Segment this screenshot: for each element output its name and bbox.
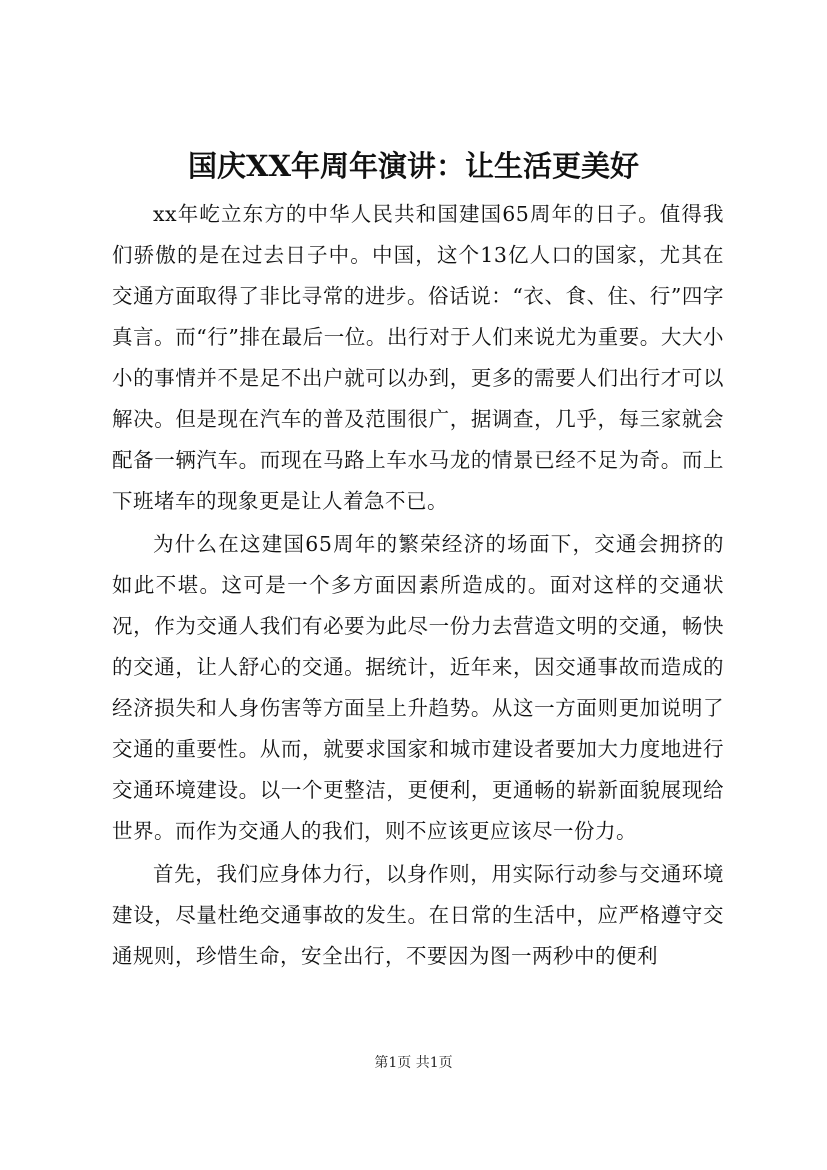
document-title: 国庆XX年周年演讲：让生活更美好 [187,149,639,183]
paragraph-1: xx年屹立东方的中华人民共和国建国65周年的日子。值得我们骄傲的是在过去日子中。中国，这个13亿人口的国家，尤其在交通方面取得了非比寻常的进步。俗话说：“衣、食、住、行”四字真言。而“行”排在最后一位。出行对于人们来说尤为重要。大大小小的事情并不是足不出户就可以办到，更多的需要人们出行才可以解决。但是现在汽车的普及范围很广，据调查，几乎，每三家就会配备一辆汽车。而现在马路上车水马龙的情景已经不足为奇。而上下班堵车的现象更是让人着急不已。 [112,202,724,513]
paragraph-3: 首先，我们应身体力行，以身作则，用实际行动参与交通环境建设，尽量杜绝交通事故的发生。在日常的生活中，应严格遵守交通规则，珍惜生命，安全出行，不要因为图一两秒中的便利 [112,862,724,968]
page-footer: 第1页 共1页 [374,1055,453,1071]
paragraph-2: 为什么在这建国65周年的繁荣经济的场面下，交通会拥挤的如此不堪。这可是一个多方面因素所造成的。面对这样的交通状况，作为交通人我们有必要为此尽一份力去营造文明的交通，畅快的交通，让人舒心的交通。据统计，近年来，因交通事故而造成的经济损失和人身伤害等方面呈上升趋势。从这一方面则更加说明了交通的重要性。从而，就要求国家和城市建设者要加大力度地进行交通环境建设。以一个更整洁，更便利，更通畅的崭新面貌展现给世界。而作为交通人的我们，则不应该更应该尽一份力。 [112,532,724,843]
document-body [112,194,724,979]
